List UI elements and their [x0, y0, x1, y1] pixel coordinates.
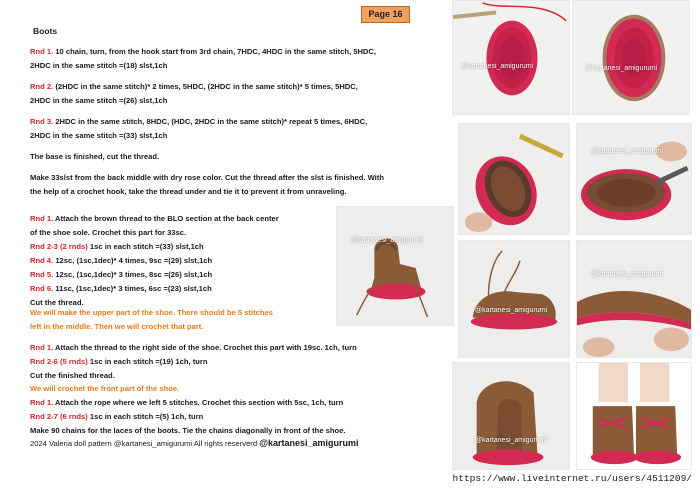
round-label: Rnd 5. — [30, 270, 54, 279]
round-label: Rnd 3. — [30, 117, 54, 126]
round-text: Attach the rope where we left 5 stitches. Crochet this section with 5sc, 1ch, turn — [53, 398, 344, 407]
paragraph-right-side — [30, 341, 357, 383]
photo-slst-finished — [576, 123, 692, 235]
round-text: 11sc, (1sc,1dec)* 3 times, 6sc =(23) slst,1ch — [53, 284, 212, 293]
section-title: Boots — [33, 26, 58, 36]
round-text: 1sc in each stitch =(33) slst,1ch — [87, 242, 204, 251]
photo-sole-front — [452, 0, 570, 115]
paragraph-front — [30, 396, 345, 438]
round-label: Rnd 2-3 (2 rnds) — [30, 242, 88, 251]
copyright-text: 2024 Valeria doll pattern @kartanesi_amigurumi All rights reserverd — [30, 439, 258, 448]
round-label: Rnd 2-6 (5 rnds) — [30, 357, 88, 366]
round-label: Rnd 1. — [30, 214, 54, 223]
round-label: Rnd 4. — [30, 256, 54, 265]
round-text: 12sc, (1sc,1dec)* 4 times, 9sc =(29) slst,1ch — [53, 256, 213, 265]
note-line: We will make the upper part of the shoe. There should be 5 stitches — [30, 308, 273, 317]
paragraph-upper — [30, 212, 279, 310]
instruction-text: The base is finished, cut the thread. — [30, 152, 160, 161]
round-text: 2HDC in the same stitch =(18) slst,1ch — [30, 61, 168, 70]
round-text: Cut the finished thread. — [30, 371, 115, 380]
paragraph-rnd3 — [30, 115, 367, 143]
page-number-badge: Page 16 — [361, 6, 410, 23]
round-label: Rnd 6. — [30, 284, 54, 293]
photo-boot-front-tab — [452, 362, 570, 470]
round-text: 2HDC in the same stitch =(33) slst,1ch — [30, 131, 168, 140]
watermark: @kartanesi_amigurumi — [591, 148, 664, 155]
round-label: Rnd 1. — [30, 398, 54, 407]
instruction-text: Make 33slst from the back middle with dry rose color. Cut the thread after the slst is finished. With — [30, 173, 384, 182]
note-line: left in the middle. Then we will crochet that part. — [30, 322, 204, 331]
photo-boot-side — [458, 240, 570, 358]
round-text: Attach the thread to the right side of the shoe. Crochet this part with 19sc. 1ch, turn — [53, 343, 357, 352]
author-handle: @kartanesi_amigurumi — [259, 438, 359, 448]
round-text: 12sc, (1sc,1dec)* 3 times, 8sc =(26) slst,1ch — [53, 270, 213, 279]
watermark: @kartanesi_amigurumi — [475, 437, 548, 444]
watermark: @kartanesi_amigurumi — [461, 63, 534, 70]
photo-boot-upper — [336, 206, 454, 326]
photo-crochet-front — [576, 240, 692, 358]
round-text: 1sc in each stitch =(5) 1ch, turn — [87, 412, 204, 421]
note-front-part — [30, 382, 179, 396]
round-text: 1sc in each stitch =(19) 1ch, turn — [87, 357, 208, 366]
round-text: 10 chain, turn, from the hook start from 3rd chain, 7HDC, 4HDC in the same stitch, 5HDC, — [53, 47, 377, 56]
photo-slst-hook — [458, 123, 570, 235]
paragraph-rnd1 — [30, 45, 376, 73]
watermark: @kartanesi_amigurumi — [585, 65, 658, 72]
paragraph-slst — [30, 171, 384, 199]
paragraph-rnd2 — [30, 80, 358, 108]
photo-boots-with-laces — [576, 362, 692, 470]
photo-sole-edge — [572, 0, 690, 115]
round-text: Make 90 chains for the laces of the boots. Tie the chains diagonally in front of the shoe. — [30, 426, 346, 435]
watermark: @kartanesi_amigurumi — [351, 237, 424, 244]
instruction-text: the help of a crochet hook, take the thread under and tie it to prevent it from unraveling. — [30, 187, 347, 196]
round-label: Rnd 2-7 (6 rnds) — [30, 412, 88, 421]
round-text: (2HDC in the same stitch)* 2 times, 5HDC, (2HDC in the same stitch)* 5 times, 5HDC, — [53, 82, 358, 91]
watermark: @kartanesi_amigurumi — [591, 271, 664, 278]
round-label: Rnd 2. — [30, 82, 54, 91]
round-text: of the shoe sole. Crochet this part for 33sc. — [30, 228, 187, 237]
round-text: 2HDC in the same stitch =(26) slst,1ch — [30, 96, 168, 105]
round-text: Attach the brown thread to the BLO section at the back center — [53, 214, 279, 223]
note-upper-part — [30, 306, 273, 334]
watermark: @kartanesi_amigurumi — [475, 307, 548, 314]
round-label: Rnd 1. — [30, 47, 54, 56]
copyright-footer — [30, 438, 359, 448]
round-label: Rnd 1. — [30, 343, 54, 352]
round-text: 2HDC in the same stitch, 8HDC, (HDC, 2HDC in the same stitch)* repeat 5 times, 6HDC, — [53, 117, 368, 126]
round-text: Cut the thread. — [30, 298, 84, 307]
source-url[interactable]: https://www.liveinternet.ru/users/4511209/ — [452, 473, 692, 484]
note-line: We will crochet the front part of the shoe. — [30, 384, 180, 393]
paragraph-base-finished — [30, 150, 159, 164]
